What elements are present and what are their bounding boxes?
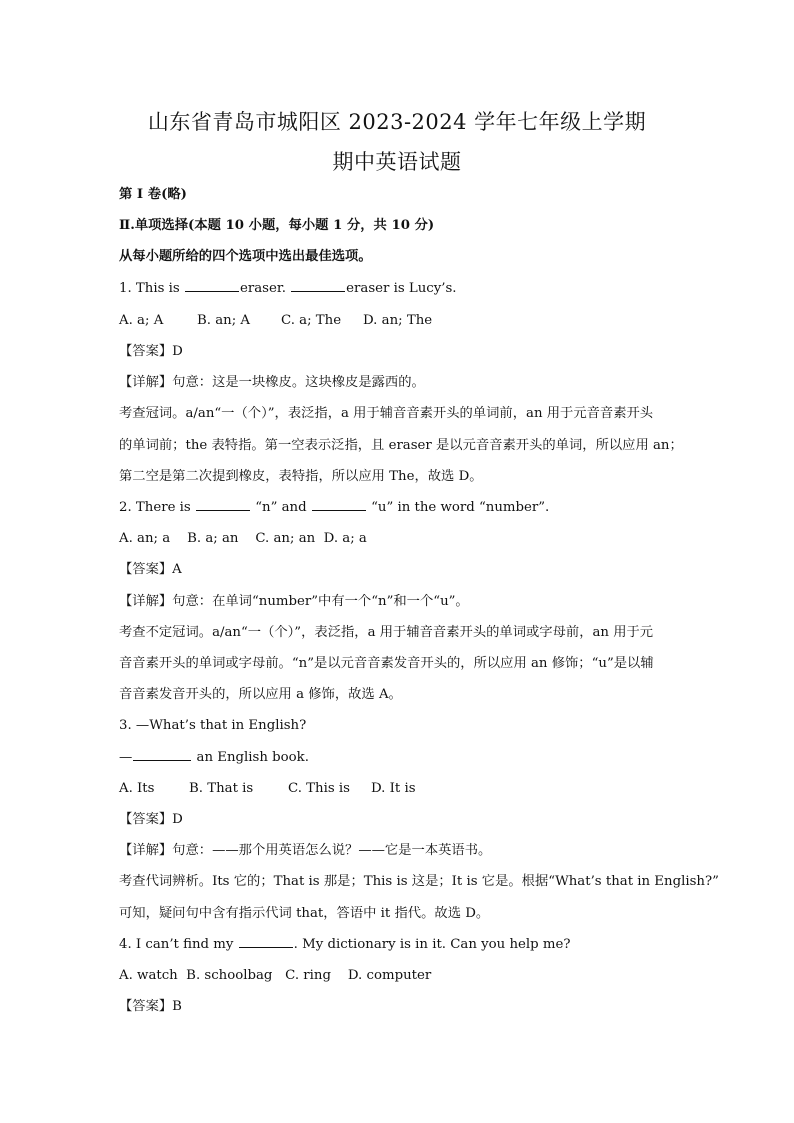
q3-detail: 【详解】句意：——那个用英语怎么说？——它是一本英语书。	[119, 843, 492, 858]
q1-part-2: eraser.	[239, 281, 286, 296]
q1-option-c: C. a; The	[281, 313, 342, 328]
q1-part-1: 1. This is	[119, 281, 180, 296]
q1-option-b: B. an; A	[197, 313, 251, 328]
q4-answer: 【答案】B	[119, 999, 182, 1014]
q1-detail: 【详解】句意：这是一块橡皮。这块橡皮是露西的。	[119, 375, 425, 390]
q1-options	[119, 311, 694, 331]
q3-reply	[119, 748, 694, 768]
section-2-instruction: 从每小题所给的四个选项中选出最佳选项。	[119, 249, 372, 264]
q4-part-1: 4. I can’t find my	[119, 937, 234, 952]
q3-option-b: B. That is	[189, 781, 254, 796]
q3-option-d: D. It is	[371, 781, 416, 796]
section-2-heading: Ⅱ.单项选择(本题 10 小题，每小题 1 分，共 10 分)	[119, 218, 435, 233]
q3-option-a: A. Its	[119, 781, 155, 796]
q2-explain-1: 考查不定冠词。a/an“一（个）”，表泛指，a 用于辅音音素开头的单词或字母前，an 用于元	[119, 625, 654, 640]
q2-part-2: “n” and	[255, 500, 307, 515]
q3-option-c: C. This is	[288, 781, 350, 796]
q1-blank-1	[185, 280, 239, 292]
q1-answer: 【答案】D	[119, 344, 183, 359]
q1-blank-2	[291, 280, 345, 292]
question-4	[119, 935, 694, 955]
q3-options	[119, 779, 694, 799]
q3-explain-1: 考查代词辨析。Its 它的；That is 那是；This is 这是；It is 它是。根据“What’s that in English?”	[119, 874, 719, 889]
q2-blank-1	[196, 499, 250, 511]
q4-options: A. watch B. schoolbag C. ring D. computer	[119, 968, 432, 983]
q1-explain-2: 的单词前；the 表特指。第一空表示泛指，且 eraser 是以元音音素开头的单词，所以应用 an；	[119, 438, 683, 453]
question-2	[119, 498, 694, 518]
q2-part-3: “u” in the word “number”.	[371, 500, 550, 515]
q2-explain-3: 音音素发音开头的，所以应用 a 修饰，故选 A。	[119, 687, 402, 702]
title-line-1: 山东省青岛市城阳区 2023-2024 学年七年级上学期	[147, 110, 647, 134]
title-line-2: 期中英语试题	[332, 150, 462, 174]
question-1	[119, 279, 694, 299]
section-1-heading: 第 I 卷(略)	[119, 187, 187, 202]
q1-explain-3: 第二空是第二次提到橡皮，表特指，所以应用 The，故选 D。	[119, 469, 483, 484]
q1-explain-1: 考查冠词。a/an“一（个）”，表泛指，a 用于辅音音素开头的单词前，an 用于元音音素开头	[119, 406, 654, 421]
q3-reply-rest: an English book.	[196, 750, 309, 765]
q3-answer: 【答案】D	[119, 812, 183, 827]
q2-detail: 【详解】句意：在单词“number”中有一个“n”和一个“u”。	[119, 594, 469, 609]
q2-answer: 【答案】A	[119, 562, 182, 577]
q4-part-2: . My dictionary is in it. Can you help me?	[293, 937, 571, 952]
q2-blank-2	[312, 499, 366, 511]
q1-part-3: eraser is Lucy’s.	[346, 281, 457, 296]
q3-reply-dash: —	[119, 750, 133, 765]
q3-question: 3. —What’s that in English?	[119, 718, 307, 733]
q4-blank	[239, 936, 293, 948]
q2-explain-2: 音音素开头的单词或字母前。“n”是以元音音素发音开头的，所以应用 an 修饰；“u”是以辅	[119, 656, 654, 671]
q1-option-a: A. a; A	[119, 313, 164, 328]
q3-explain-2: 可知，疑问句中含有指示代词 that，答语中 it 指代。故选 D。	[119, 906, 490, 921]
q2-part-1: 2. There is	[119, 500, 191, 515]
q1-option-d: D. an; The	[363, 313, 433, 328]
q3-blank	[133, 749, 191, 761]
q2-options: A. an; a B. a; an C. an; an D. a; a	[119, 531, 367, 546]
